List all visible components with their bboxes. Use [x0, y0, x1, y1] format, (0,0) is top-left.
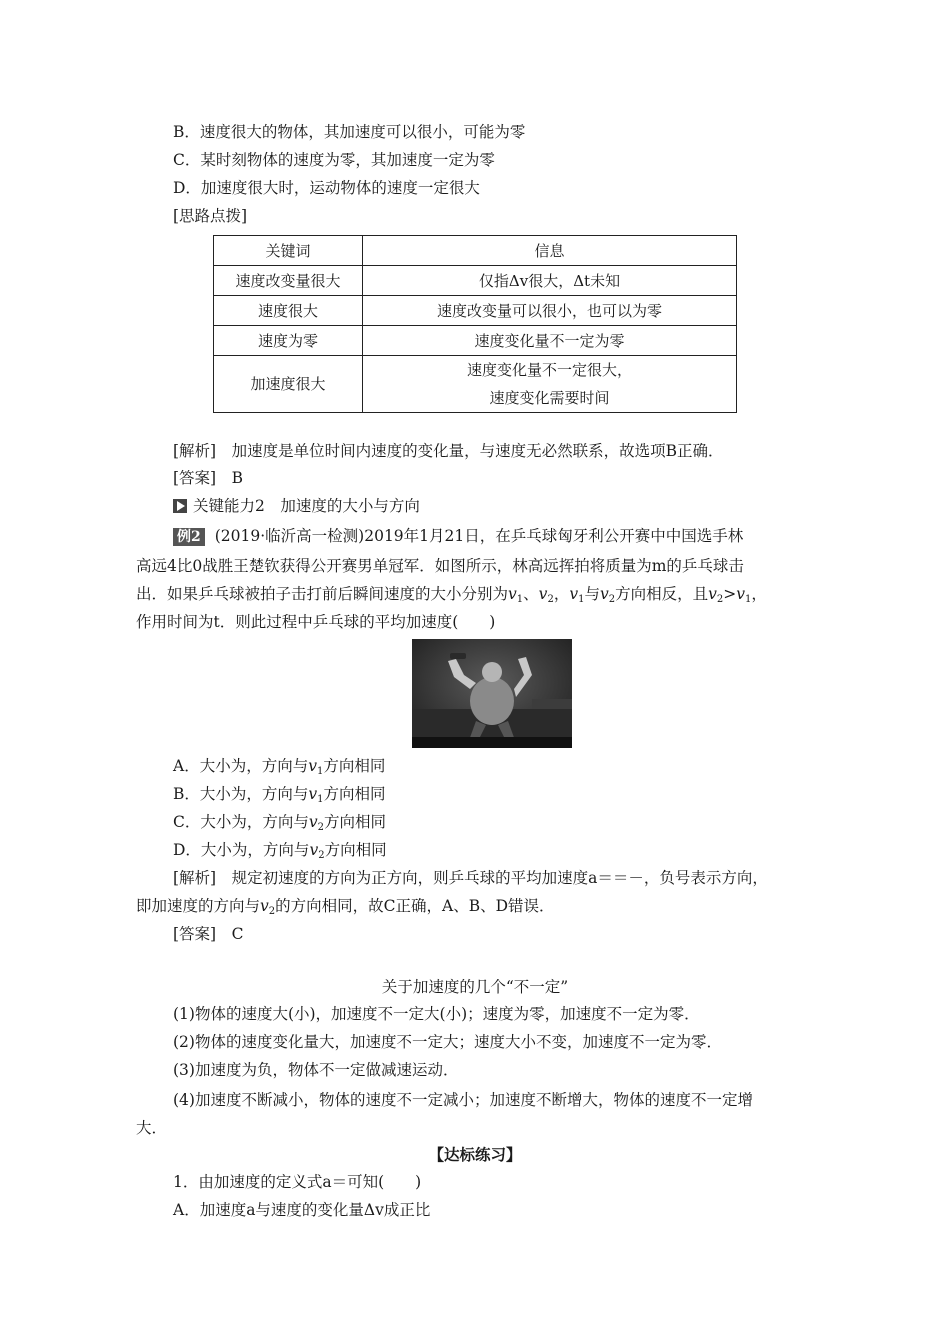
option-2d: D．大小为，方向与$v_2$方向相同 [173, 841, 387, 861]
table-cell: 速度改变量可以很小，也可以为零 [363, 296, 737, 326]
text-span: 的方向相同，故C正确，A、B、D错误． [275, 897, 555, 915]
example-line-3: 出．如果乒乓球被拍子击打前后瞬间速度的大小分别为$v_1$、$v_2$，$v_1$与$v_2$方向相反，且$v_2>v_1$， [136, 585, 767, 605]
table-cell: 速度很大 [214, 296, 363, 326]
table-tennis-photo [412, 639, 572, 748]
table-cell: 仅指Δv很大，Δt未知 [363, 266, 737, 296]
example-line-4: 作用时间为t．则此过程中乒乓球的平均加速度( ) [136, 613, 496, 631]
table-header-row [214, 236, 737, 266]
text-span: 方向相同 [323, 785, 386, 803]
example-badge: 例2 [173, 528, 205, 546]
hint-label: [思路点拨] [173, 207, 248, 225]
cell-line: 速度变化量不一定很大， [466, 361, 632, 379]
table-cell: 速度变化量不一定为零 [363, 326, 737, 356]
table-row [214, 356, 737, 413]
table-cell: 加速度很大 [214, 356, 363, 413]
header-keyword: 关键词 [214, 236, 363, 266]
section-heading [173, 496, 420, 516]
table-row [214, 326, 737, 356]
section-title: 关键能力2 加速度的大小与方向 [193, 497, 420, 515]
table-row [214, 296, 737, 326]
analysis-2-line-1: [解析] 规定初速度的方向为正方向，则乒乓球的平均加速度a＝＝－，负号表示方向， [173, 869, 768, 887]
example-line-2: 高远4比0战胜王楚钦获得公开赛男单冠军．如图所示，林高远挥拍将质量为m的乒乓球击 [136, 557, 744, 575]
example-text: (2019·临沂高一检测)2019年1月21日，在乒乓球匈牙利公开赛中中国选手林 [214, 527, 744, 545]
text-span: 与 [584, 585, 600, 603]
summary-item-3: (3)加速度为负，物体不一定做减速运动． [173, 1061, 459, 1079]
header-info: 信息 [363, 236, 737, 266]
text-span: B．大小为，方向与 [173, 785, 309, 803]
summary-item-4: (4)加速度不断减小，物体的速度不一定减小；加速度不断增大，物体的速度不一定增 [173, 1091, 753, 1109]
table-cell: 速度改变量很大 [214, 266, 363, 296]
text-span: A．大小为，方向与 [173, 757, 309, 775]
text-span: 出．如果乒乓球被拍子击打前后瞬间速度的大小分别为 [136, 585, 509, 603]
analysis-2-line-2: 即加速度的方向与$v_2$的方向相同，故C正确，A、B、D错误． [136, 897, 555, 917]
example-line-1 [173, 526, 743, 546]
text-span: 方向相反，且 [615, 585, 709, 603]
text-span: 方向相同 [324, 813, 387, 831]
answer-2: [答案] C [173, 925, 244, 943]
option-2c: C．大小为，方向与$v_2$方向相同 [173, 813, 387, 833]
play-icon [173, 499, 187, 513]
table-cell: 速度为零 [214, 326, 363, 356]
text-span: ， [553, 585, 570, 603]
summary-title: 关于加速度的几个“不一定” [381, 978, 569, 996]
text-span: 方向相同 [324, 841, 387, 859]
analysis-1: [解析] 加速度是单位时间内速度的变化量，与速度无必然联系，故选项B正确． [173, 442, 724, 460]
practice-title: 【达标练习】 [428, 1145, 522, 1164]
text-span: C．大小为，方向与 [173, 813, 309, 831]
table-row [214, 266, 737, 296]
summary-item-2: (2)物体的速度变化量大，加速度不一定大；速度大小不变，加速度不一定为零． [173, 1033, 722, 1051]
cell-line: 速度变化需要时间 [489, 389, 610, 407]
option-2b: B．大小为，方向与$v_1$方向相同 [173, 785, 386, 805]
answer-1: [答案] B [173, 469, 243, 487]
table-cell-multiline [363, 356, 737, 413]
text-span: 方向相同 [323, 757, 386, 775]
summary-item-1: (1)物体的速度大(小)，加速度不一定大(小)；速度为零，加速度不一定为零． [173, 1005, 700, 1023]
option-d: D．加速度很大时，运动物体的速度一定很大 [173, 179, 480, 197]
practice-q1-option-a: A．加速度a与速度的变化量Δv成正比 [173, 1201, 431, 1219]
option-c: C．某时刻物体的速度为零，其加速度一定为零 [173, 151, 495, 169]
practice-q1: 1．由加速度的定义式a＝可知( ) [173, 1173, 422, 1191]
text-span: 即加速度的方向与 [136, 897, 261, 915]
option-2a: A．大小为，方向与$v_1$方向相同 [173, 757, 386, 777]
option-b: B．速度很大的物体，其加速度可以很小，可能为零 [173, 123, 526, 141]
hint-table [213, 235, 737, 413]
summary-item-4-cont: 大． [136, 1119, 168, 1137]
text-span: D．大小为，方向与 [173, 841, 310, 859]
